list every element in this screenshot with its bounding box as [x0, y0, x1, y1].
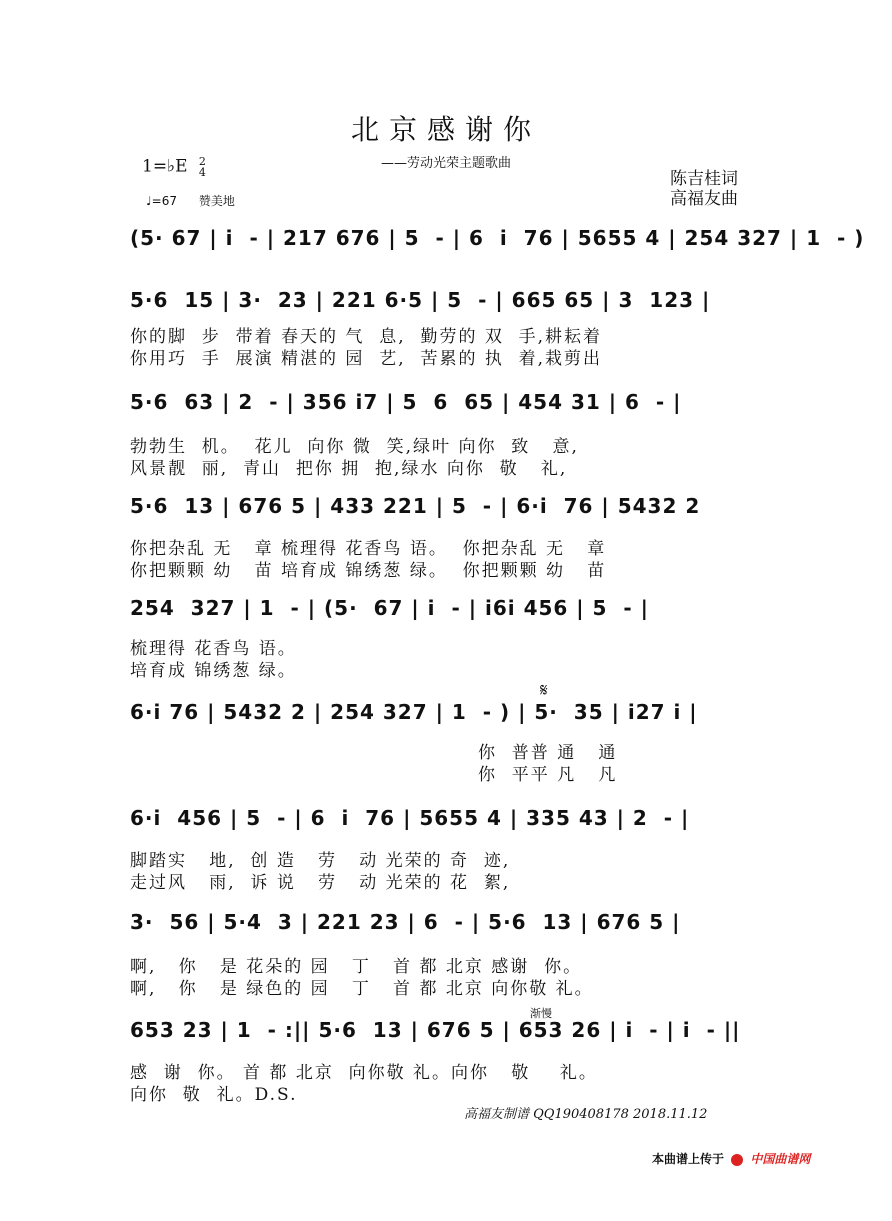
notation-line: 653 23 | 1 - :|| 5·6 13 | 676 5 | 653 26 | i - | i - || [130, 1018, 741, 1042]
site-name[interactable]: 中国曲谱网 [750, 1152, 811, 1166]
key-label: 1=♭E [142, 156, 188, 177]
notation-line: (5· 67 | i - | 217 676 | 5 - | 6 i 76 | 5655 4 | 254 327 | 1 - ) [130, 226, 865, 250]
page-title: 北京感谢你 [350, 113, 541, 146]
time-bottom: 4 [198, 166, 206, 179]
lyric-verse-1: 你 普普 通 通 [130, 743, 618, 763]
lyric-verse-2: 你把颗颗 幼 苗 培育成 锦绣葱 绿。 你把颗颗 幼 苗 [130, 561, 607, 581]
site-logo-icon [731, 1154, 743, 1166]
upload-label: 本曲谱上传于 [652, 1152, 725, 1166]
upload-notice [652, 1150, 810, 1167]
notation-line: 254 327 | 1 - | (5· 67 | i - | i6i 456 | 5 - | [130, 596, 649, 620]
subtitle: ——劳动光荣主题歌曲 [380, 156, 511, 171]
ritardando-mark: 渐慢 [530, 1007, 552, 1020]
notation-line: 5·6 15 | 3· 23 | 221 6·5 | 5 - | 665 65 | 3 123 | [130, 288, 711, 312]
notation-line: 3· 56 | 5·4 3 | 221 23 | 6 - | 5·6 13 | 676 5 | [130, 910, 681, 934]
lyricist: 陈吉桂词 [670, 169, 738, 189]
notation-line: 5·6 13 | 676 5 | 433 221 | 5 - | 6·i 76 | 5432 2 [130, 494, 701, 518]
lyric-verse-1: 梳理得 花香鸟 语。 [130, 639, 297, 659]
lyric-verse-2: 风景靓 丽, 青山 把你 拥 抱,绿水 向你 敬 礼, [130, 459, 568, 479]
lyric-verse-2: 走过风 雨, 诉 说 劳 动 光荣的 花 絮, [130, 873, 511, 893]
lyric-verse-2: 你 平平 凡 凡 [130, 765, 618, 785]
notation-line: 6·i 76 | 5432 2 | 254 327 | 1 - ) | 5· 35 | i27 i | [130, 700, 698, 724]
time-signature [199, 156, 206, 178]
lyric-verse-2: 向你 敬 礼。D.S. [130, 1085, 298, 1105]
notation-line: 5·6 63 | 2 - | 356 i7 | 5 6 65 | 454 31 | 6 - | [130, 390, 682, 414]
expression-mark: 赞美地 [198, 194, 235, 208]
lyric-verse-1: 你把杂乱 无 章 梳理得 花香鸟 语。 你把杂乱 无 章 [130, 539, 607, 559]
lyric-verse-1: 啊, 你 是 花朵的 园 丁 首 都 北京 感谢 你。 [130, 957, 583, 977]
lyric-verse-1: 勃勃生 机。 花儿 向你 微 笑,绿叶 向你 致 意, [130, 437, 579, 457]
lyric-verse-1: 脚踏实 地, 创 造 劳 动 光荣的 奇 迹, [130, 851, 511, 871]
key-signature [142, 156, 206, 178]
lyric-verse-2: 你用巧 手 展演 精湛的 园 艺, 苦累的 执 着,栽剪出 [130, 349, 603, 369]
lyric-verse-1: 感 谢 你。 首 都 北京 向你敬 礼。向你 敬 礼。 [130, 1063, 598, 1083]
lyric-verse-2: 啊, 你 是 绿色的 园 丁 首 都 北京 向你敬 礼。 [130, 979, 594, 999]
tempo-marking [146, 192, 235, 209]
lyric-verse-2: 培育成 锦绣葱 绿。 [130, 661, 297, 681]
lyric-verse-1: 你的脚 步 带着 春天的 气 息, 勤劳的 双 手,耕耘着 [130, 327, 603, 347]
time-top: 2 [198, 155, 206, 168]
tempo-value: ♩=67 [146, 194, 177, 208]
notation-line: 6·i 456 | 5 - | 6 i 76 | 5655 4 | 335 43 | 2 - | [130, 806, 690, 830]
composer: 高福友曲 [670, 189, 738, 209]
transcriber-credit: 高福友制谱 QQ190408178 2018.11.12 [464, 1107, 708, 1122]
segno-sign: 𝄋 [540, 680, 548, 701]
